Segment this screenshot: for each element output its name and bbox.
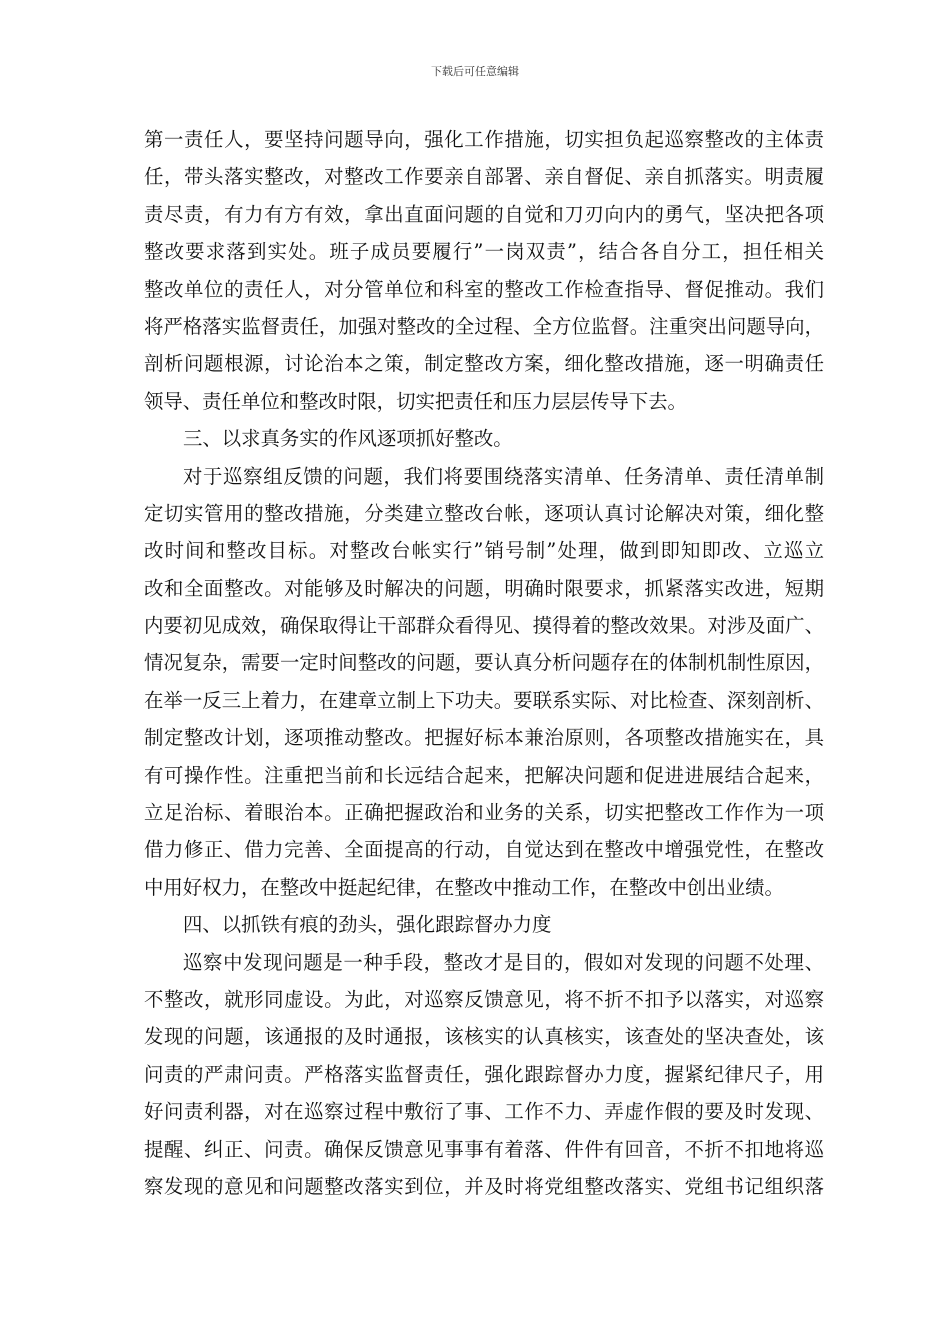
text-line: 将严格落实监督责任，加强对整改的全过程、全方位监督。注重突出问题导向，	[144, 314, 824, 338]
text-line: 改时间和整改目标。对整改台帐实行”销号制”处理，做到即知即改、立巡立	[144, 539, 824, 563]
text-line: 剖析问题根源，讨论治本之策，制定整改方案，细化整改措施，逐一明确责任	[144, 352, 824, 376]
text-line: 借力修正、借力完善、全面提高的行动，自觉达到在整改中增强党性，在整改	[144, 838, 824, 862]
text-line: 责尽责，有力有方有效，拿出直面问题的自觉和刀刃向内的勇气，坚决把各项	[144, 202, 824, 226]
document-body	[144, 121, 824, 1205]
text-line: 改和全面整改。对能够及时解决的问题，明确时限要求，抓紧落实改进，短期	[144, 576, 824, 600]
text-line: 制定整改计划，逐项推动整改。把握好标本兼治原则，各项整改措施实在，具	[144, 726, 824, 750]
text-line: 领导、责任单位和整改时限，切实把责任和压力层层传导下去。	[144, 389, 687, 413]
text-line: 好问责利器，对在巡察过程中敷衍了事、工作不力、弄虚作假的要及时发现、	[144, 1100, 824, 1124]
text-line: 巡察中发现问题是一种手段，整改才是目的，假如对发现的问题不处理、	[183, 950, 824, 974]
text-line: 问责的严肃问责。严格落实监督责任，强化跟踪督办力度，握紧纪律尺子，用	[144, 1062, 824, 1086]
text-line: 不整改，就形同虚设。为此，对巡察反馈意见，将不折不扣予以落实，对巡察	[144, 987, 824, 1011]
text-line: 有可操作性。注重把当前和长远结合起来，把解决问题和促进进展结合起来，	[144, 763, 824, 787]
text-line: 内要初见成效，确保取得让干部群众看得见、摸得着的整改效果。对涉及面广、	[144, 614, 824, 638]
text-line: 三、以求真务实的作风逐项抓好整改。	[183, 427, 513, 451]
text-line: 整改要求落到实处。班子成员要履行”一岗双责”，结合各自分工，担任相关	[144, 240, 824, 264]
text-line: 察发现的意见和问题整改落实到位，并及时将党组整改落实、党组书记组织落	[144, 1174, 824, 1198]
text-line: 四、以抓铁有痕的劲头，强化跟踪督办力度	[183, 913, 552, 937]
text-line: 定切实管用的整改措施，分类建立整改台帐，逐项认真讨论解决对策，细化整	[144, 501, 824, 525]
text-line: 立足治标、着眼治本。正确把握政治和业务的关系，切实把整改工作作为一项	[144, 801, 824, 825]
text-line: 发现的问题，该通报的及时通报，该核实的认真核实，该查处的坚决查处，该	[144, 1025, 824, 1049]
page-header: 下载后可任意编辑	[431, 65, 519, 78]
text-line: 第一责任人，要坚持问题导向，强化工作措施，切实担负起巡察整改的主体责	[144, 128, 824, 151]
text-line: 整改单位的责任人，对分管单位和科室的整改工作检查指导、督促推动。我们	[144, 277, 824, 301]
text-line: 对于巡察组反馈的问题，我们将要围绕落实清单、任务清单、责任清单制	[183, 464, 824, 488]
text-line: 情况复杂，需要一定时间整改的问题，要认真分析问题存在的体制机制性原因，	[144, 651, 824, 675]
text-line: 在举一反三上着力，在建章立制上下功夫。要联系实际、对比检查、深刻剖析、	[144, 688, 824, 712]
text-line: 提醒、纠正、问责。确保反馈意见事事有着落、件件有回音，不折不扣地将巡	[144, 1137, 824, 1161]
text-line: 中用好权力，在整改中挺起纪律，在整改中推动工作，在整改中创出业绩。	[144, 875, 784, 899]
text-line: 任，带头落实整改，对整改工作要亲自部署、亲自督促、亲自抓落实。明责履	[144, 165, 824, 189]
